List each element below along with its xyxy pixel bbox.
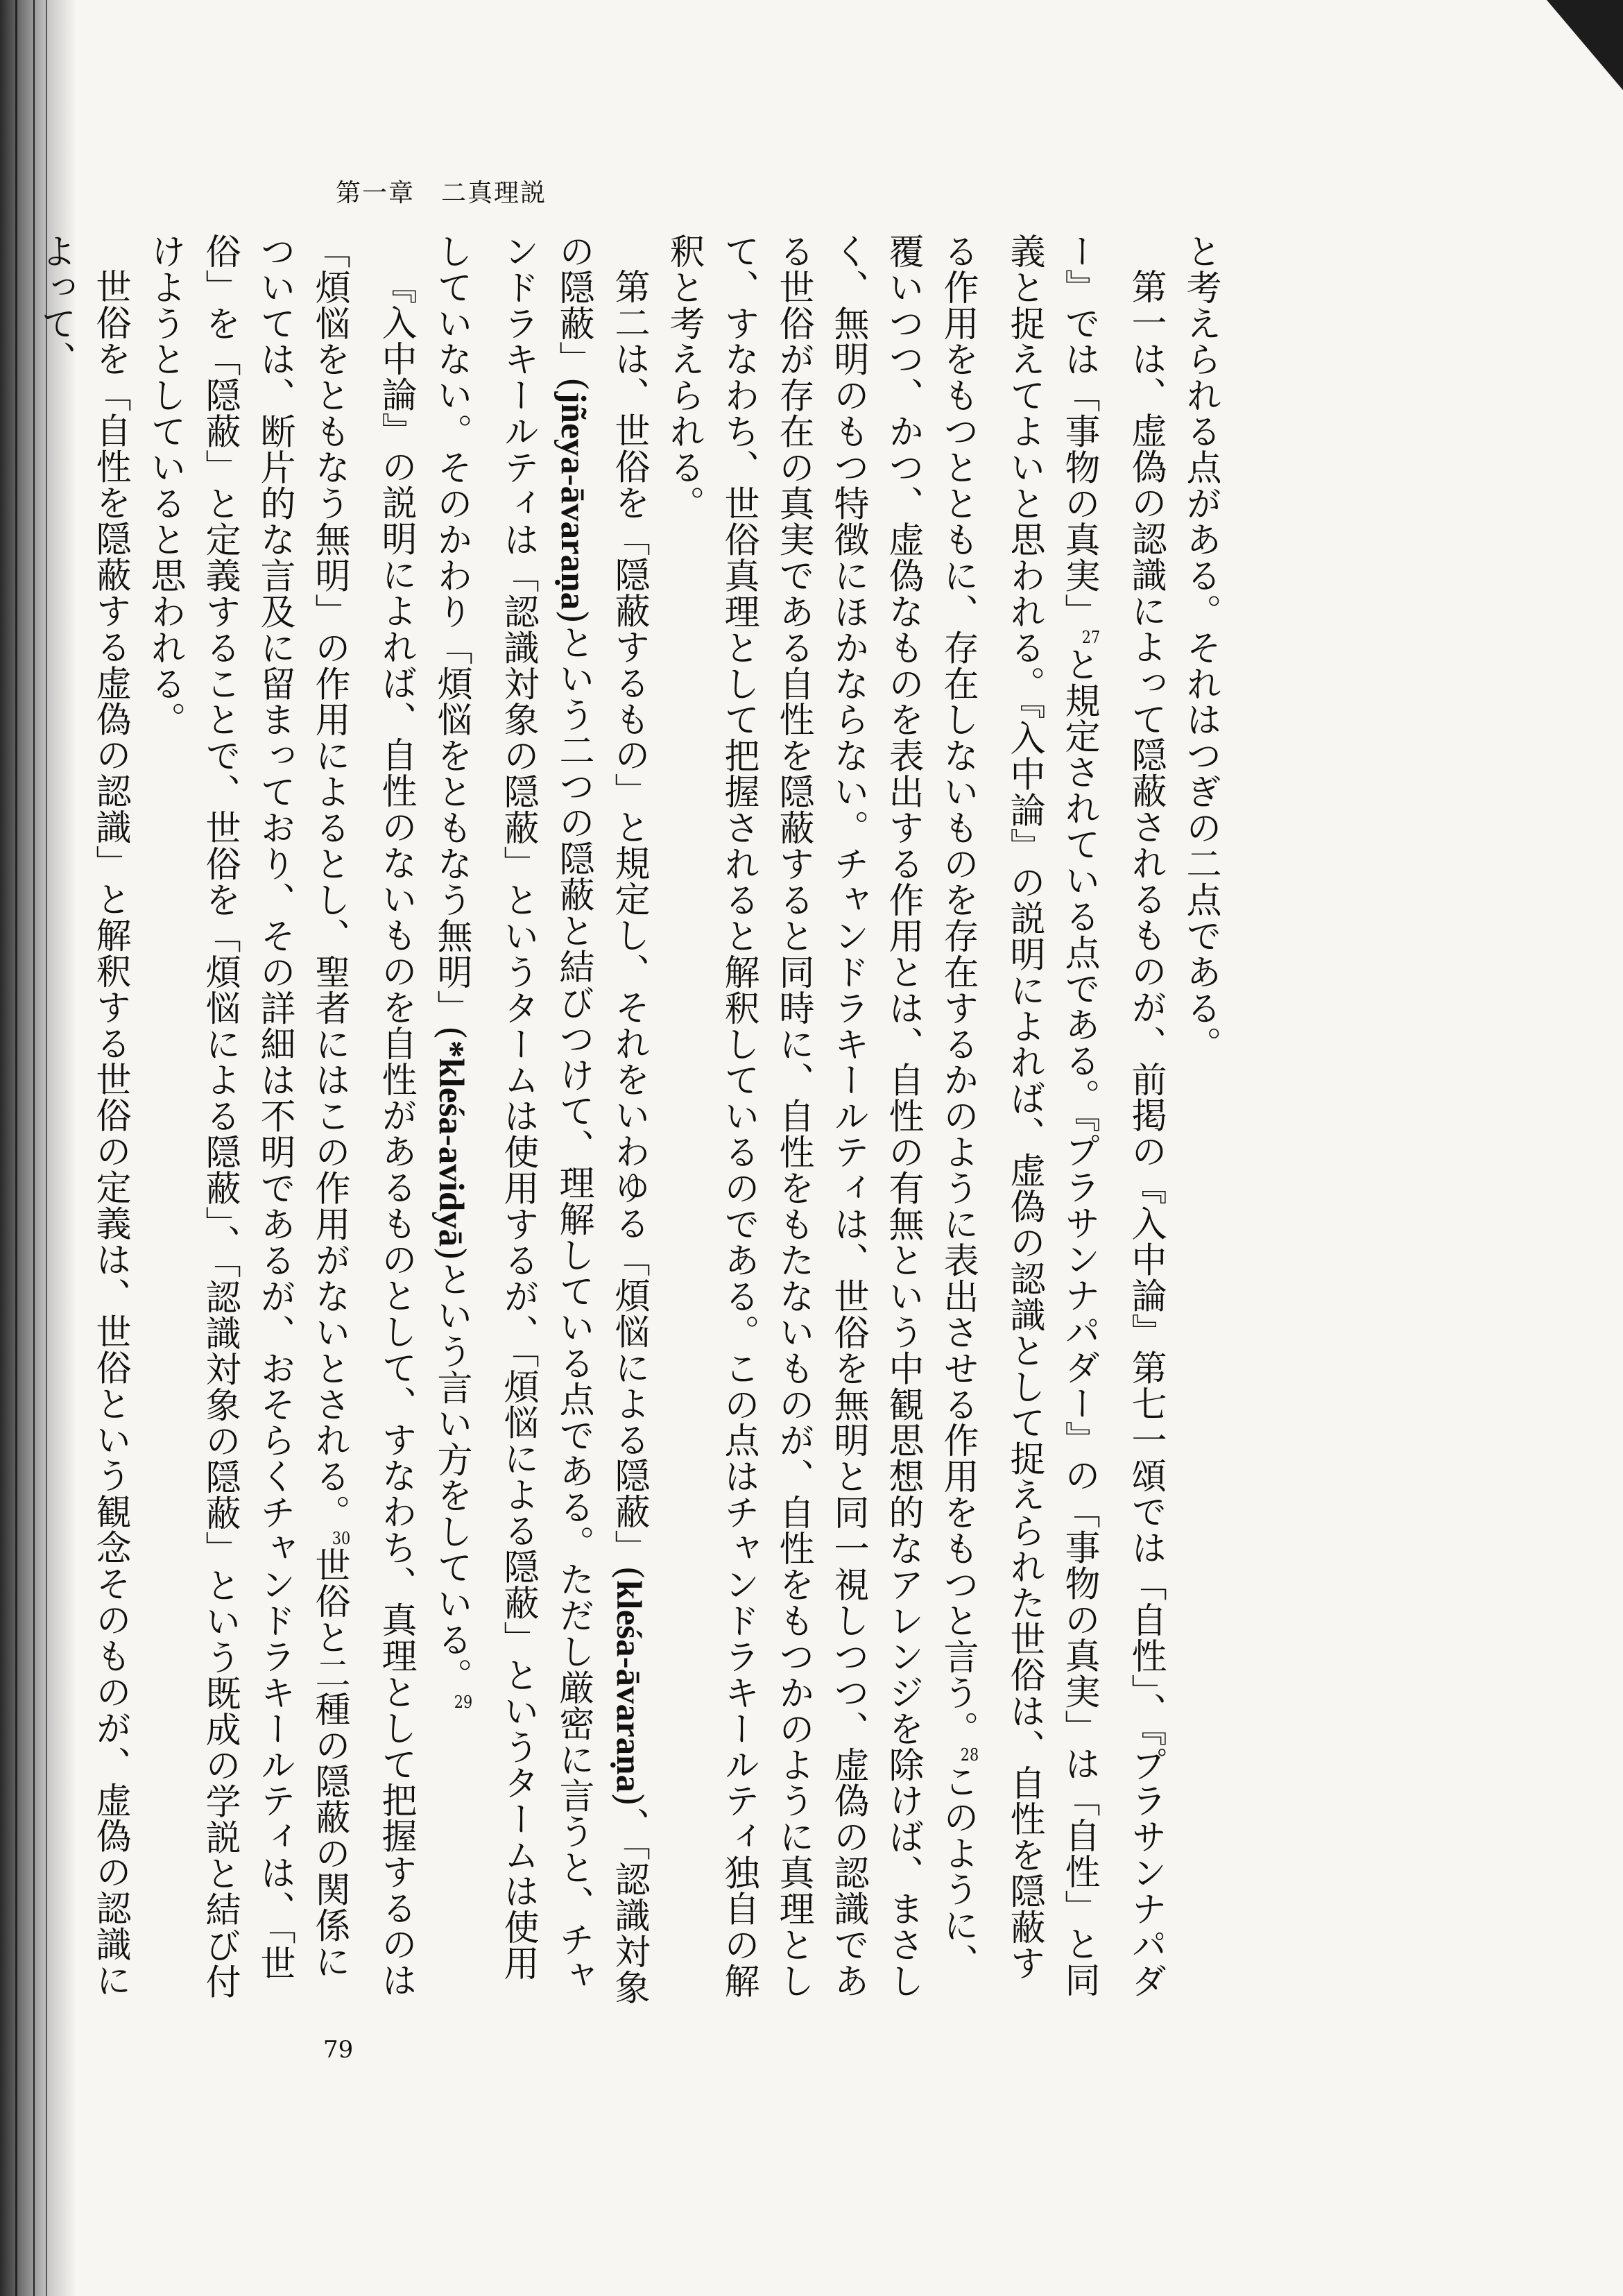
text-run: 世俗と二種の隠蔽の関係については、断片的な言及に留まっており、その詳細は不明であるが、おそらくチャンドラキールティは、「世俗」を「隠蔽」と定義することで、世俗を「煩悩による隠蔽」、「認識対象の隠蔽」という既成の学説と結び付けようとしていると思われる。 (144, 233, 350, 2000)
text-run: このように、覆いつつ、かつ、虚偽なものを表出する作用とは、自性の有無という中観思想的なアレンジを除けば、まさしく、無明のもつ特徴にほかならない。チャンドラキールティは、世俗を無明と同一視しつつ、虚偽の認識である世俗が存在の真実である自性を隠蔽すると同時に、自性をもたないものが、自性をもつかのように真理として、すなわち、世俗真理として把握されると解釈しているのである。この点はチャンドラキールティ独自の解釈と考えられる。 (663, 233, 978, 1999)
paragraph (1173, 233, 1228, 2009)
paragraph (656, 233, 1173, 2009)
sanskrit-term: *kleśa-avidyā (431, 1040, 470, 1247)
sanskrit-term: kleśa-āvaraṇa (609, 1580, 648, 1793)
text-run: 『入中論』の説明によれば、自性のないものを自性があるものとして、すなわち、真理として把握するのは「煩悩をともなう無明」の作用によるとし、聖者にはこの作用がないとされる。 (309, 233, 416, 1998)
page-number: 79 (323, 2036, 354, 2064)
paragraph (28, 233, 137, 2009)
chapter-title: 二真理説 (441, 179, 547, 207)
paragraph (137, 233, 423, 2009)
footnote-ref: 29 (454, 1693, 473, 1711)
text-run: 世俗を「自性を隠蔽する虚偽の認識」と解釈する世俗の定義は、世俗という観念そのものが、虚偽の認識によって、 (35, 233, 130, 1998)
text-run: と規定されている点である。『プラサンナパダー』の「事物の真実」は「自性」と同義と捉えてよいと思われる。『入中論』の説明によれば、虚偽の認識として捉えられた世俗は、自性を隠蔽する作用をもつとともに、存在しないものを存在するかのように表出させる作用をもつと言う。 (937, 233, 1099, 1998)
text-run: 第一は、虚偽の認識によって隠蔽されるものが、前掲の『入中論』第七一頌では「自性」、『プラサンナパダー』では「事物の真実」 (1058, 233, 1166, 1999)
text-run: 第二は、世俗を「隠蔽するもの」と規定し、それをいわゆる「煩悩による隠蔽」( (608, 268, 649, 1581)
sanskrit-term: jñeya-āvaraṇa (553, 391, 592, 610)
body-text (35, 233, 1228, 2009)
chapter-number: 第一章 (336, 179, 415, 207)
running-head (336, 173, 547, 209)
text-run: と考えられる点がある。それはつぎの二点である。 (1180, 233, 1221, 1062)
text-run: )という二つの隠蔽と結びつけて、理解している点である。ただし厳密に言うと、チャンドラキールティは「認識対象の隠蔽」というタームは使用するが、「煩悩による隠蔽」というタームは使用していない。そのかわり「煩悩をともなう無明」( (431, 233, 594, 1994)
footnote-ref: 30 (332, 1530, 351, 1548)
footnote-ref: 27 (1081, 629, 1101, 646)
scan-binding-line (15, 0, 17, 2296)
text-run: )という言い方をしている。 (431, 1246, 472, 1694)
footnote-ref: 28 (960, 1746, 979, 1763)
text-run: )、「認識対象の隠蔽」( (553, 233, 649, 2006)
scan-corner-mark (1547, 0, 1623, 90)
paragraph (423, 233, 656, 2009)
